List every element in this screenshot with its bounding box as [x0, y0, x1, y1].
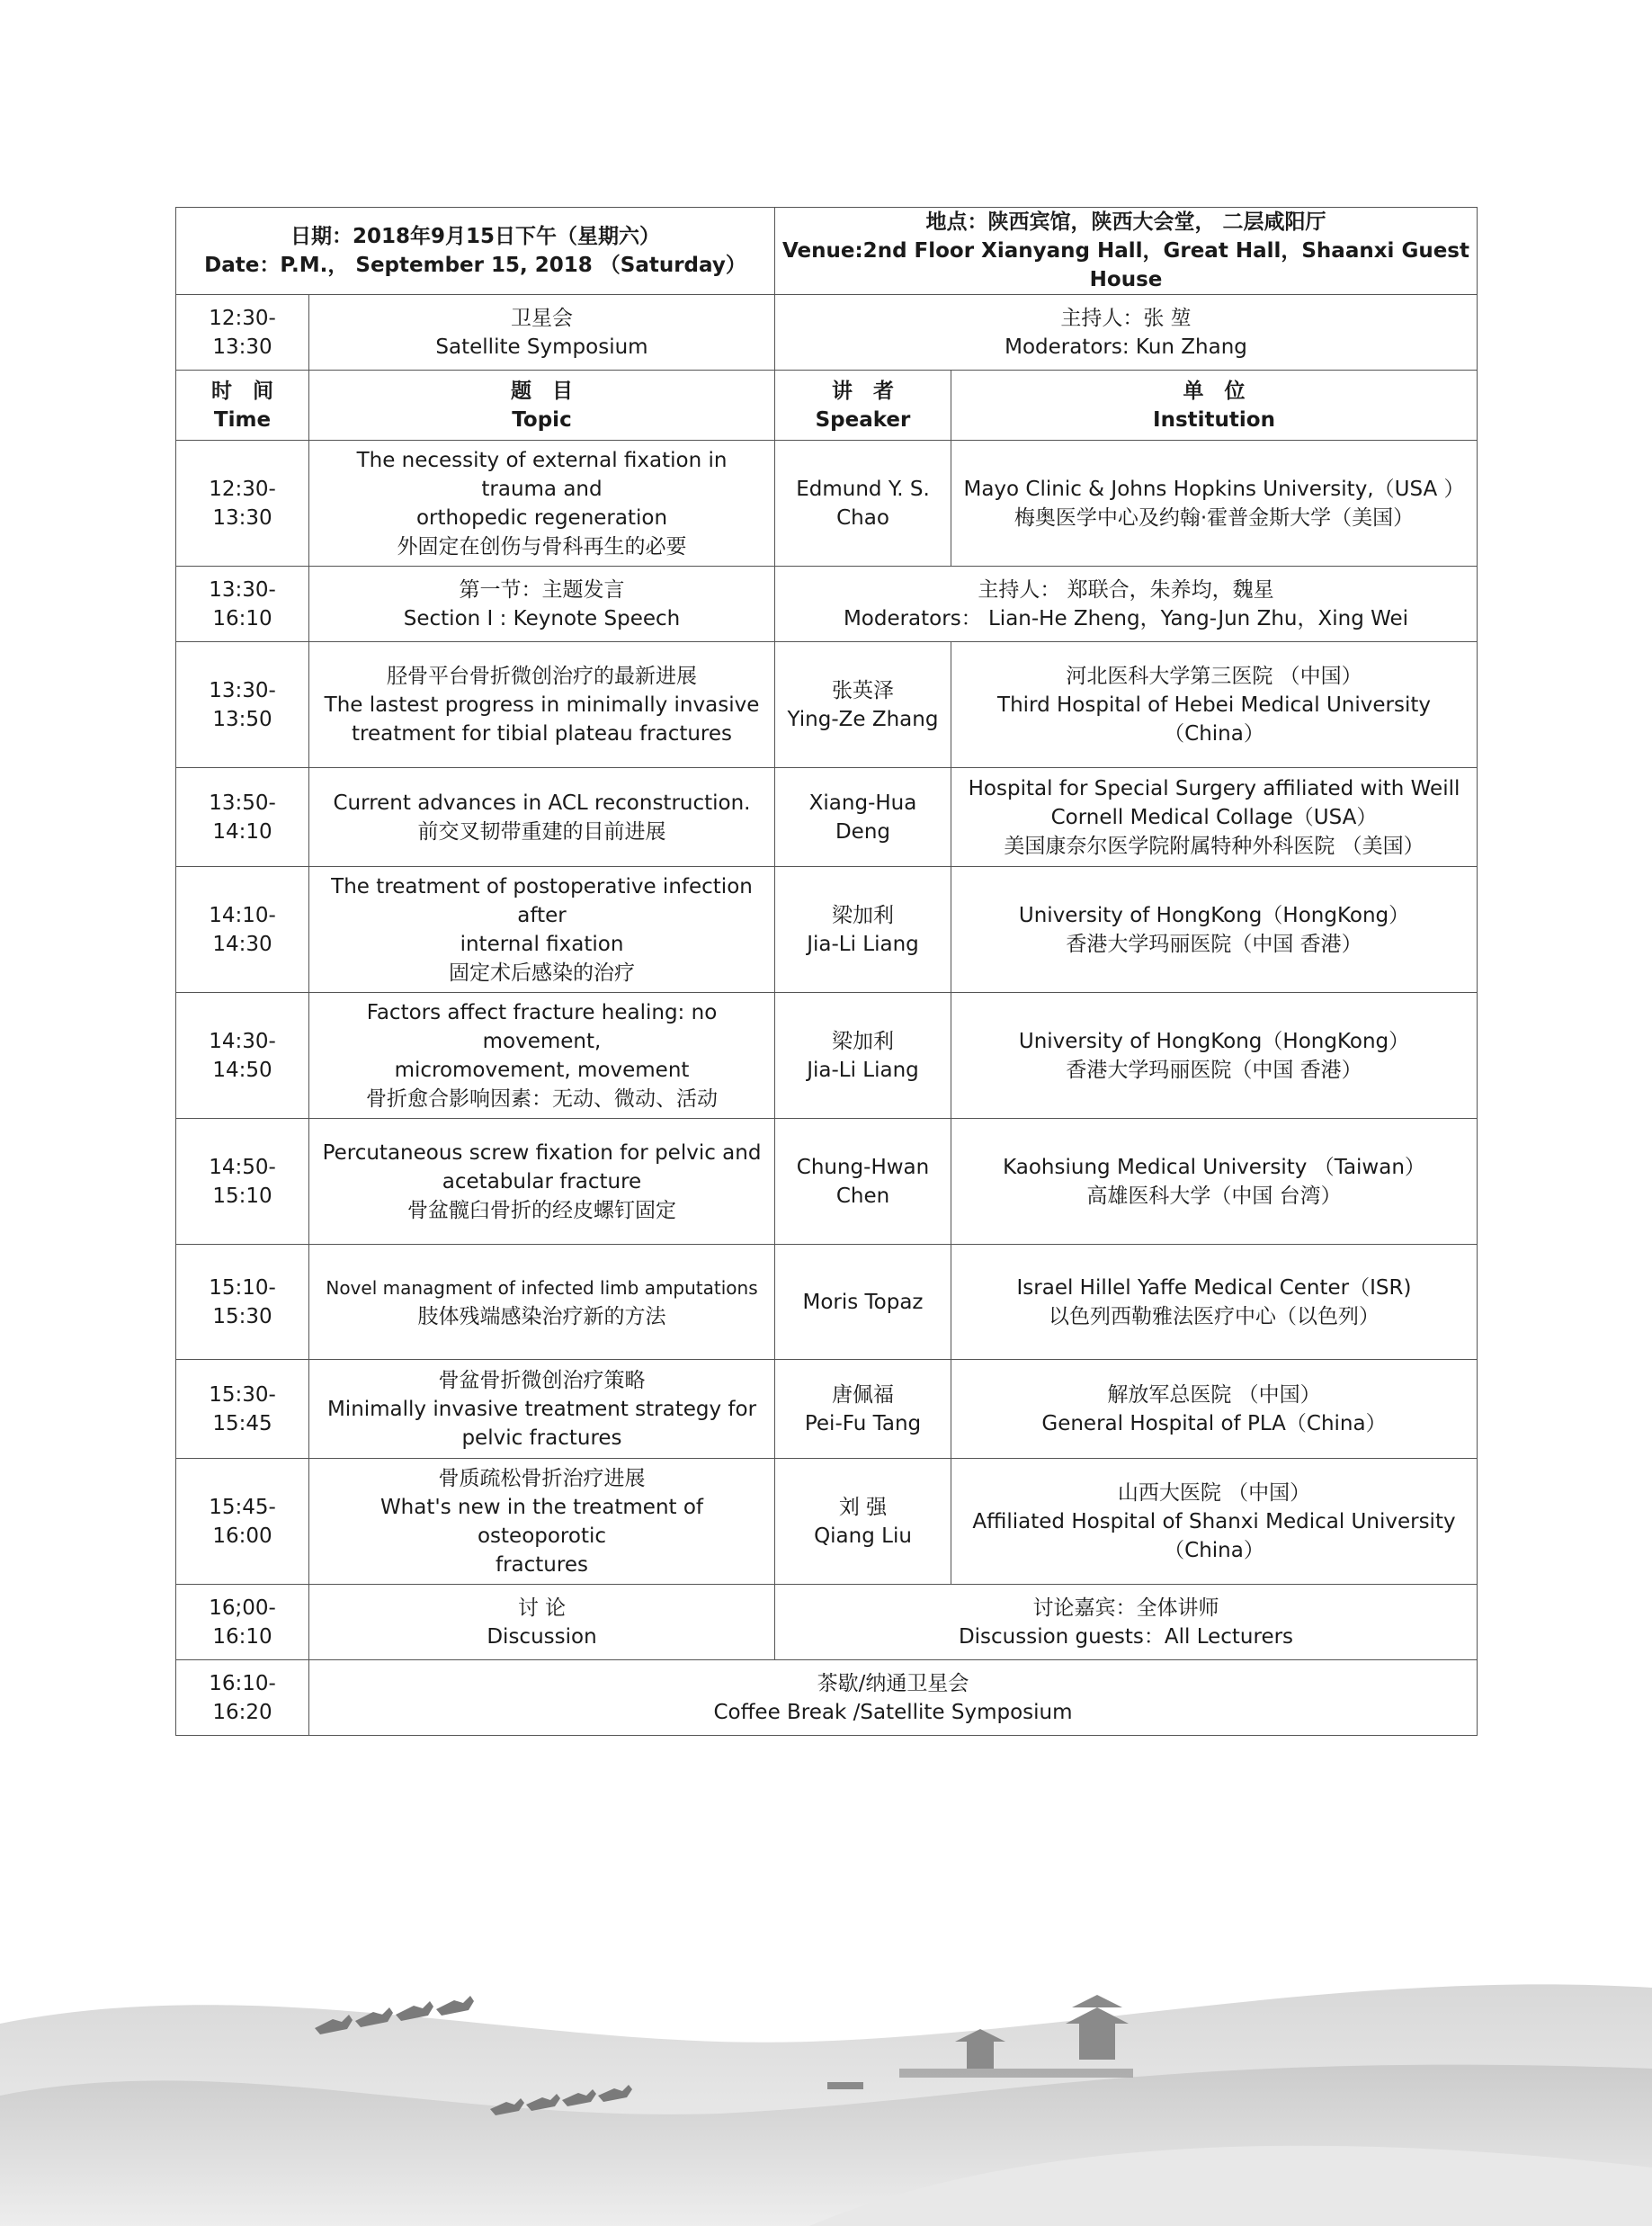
talk-institution-line: University of HongKong（HongKong） — [1018, 1029, 1410, 1053]
talk-row — [176, 1360, 1478, 1459]
section-topic-cn: 第一节：主题发言 — [459, 577, 625, 602]
col-topic — [309, 371, 775, 441]
col-time — [176, 371, 309, 441]
talk-topic-line: internal fixation — [460, 932, 624, 956]
talk-topic-line: Percutaneous screw fixation for pelvic and — [322, 1140, 762, 1165]
date-cn: 日期：2018年9月15日下午（星期六） — [290, 225, 661, 248]
talk-time: 13:50-14:10 — [176, 768, 309, 867]
col-topic-cn: 题 目 — [511, 379, 573, 403]
talk-speaker — [775, 1360, 951, 1459]
coffee-text-cn: 茶歇/纳通卫星会 — [817, 1671, 969, 1695]
talk-speaker-line: 刘 强 — [838, 1495, 888, 1519]
col-inst-cn: 单 位 — [1183, 379, 1246, 403]
talk-topic-line: 肢体残端感染治疗新的方法 — [417, 1304, 666, 1328]
venue-cell — [775, 208, 1478, 295]
coffee-time: 16:10-16:20 — [176, 1660, 309, 1736]
section-topic — [309, 567, 775, 642]
talk-topic-line: 固定术后感染的治疗 — [449, 961, 635, 985]
talk-speaker — [775, 1459, 951, 1585]
desert-landscape-illustration — [0, 1916, 1652, 2226]
talk-institution-line: 河北医科大学第三医院 （中国） — [1066, 664, 1362, 688]
talk-institution — [951, 1245, 1478, 1360]
venue-cn: 地点：陕西宾馆，陕西大会堂， 二层咸阳厅 — [925, 210, 1326, 234]
talk-institution-line: Third Hospital of Hebei Medical University（China） — [997, 693, 1431, 746]
talk-institution-line: Cornell Medical Collage（USA） — [1050, 805, 1378, 829]
col-speaker-cn: 讲 者 — [832, 379, 894, 403]
col-inst-en: Institution — [1153, 407, 1275, 432]
coffee-text — [309, 1660, 1478, 1736]
talk-topic — [309, 1119, 775, 1245]
talk-institution-line: Hospital for Special Surgery affiliated with Weill — [968, 776, 1460, 800]
talk-institution — [951, 1459, 1478, 1585]
talk-topic-line: micromovement, movement — [394, 1058, 690, 1082]
talk-institution-line: 高雄医科大学（中国 台湾） — [1086, 1184, 1342, 1208]
talk-institution-line: 以色列西勒雅法医疗中心（以色列） — [1049, 1304, 1380, 1328]
talk-time: 14:50-15:10 — [176, 1119, 309, 1245]
discussion-topic-cn: 讨 论 — [517, 1596, 567, 1620]
talk-row — [176, 867, 1478, 993]
talk-speaker-line: Moris Topaz — [802, 1290, 924, 1314]
talk-institution-line: 梅奥医学中心及约翰·霍普金斯大学（美国） — [1014, 505, 1415, 530]
section-row — [176, 567, 1478, 642]
talk-topic — [309, 642, 775, 768]
talk-topic-line: 前交叉韧带重建的目前进展 — [417, 819, 666, 844]
section-moderators — [775, 567, 1478, 642]
talk-topic-line: The necessity of external fixation in trauma and — [356, 448, 728, 501]
discussion-row — [176, 1585, 1478, 1660]
satellite-mod-en: Moderators: Kun Zhang — [1005, 335, 1247, 359]
talk-topic-line: Novel managment of infected limb amputations — [326, 1276, 758, 1299]
talk-institution-line: 美国康奈尔医学院附属特种外科医院 （美国） — [1004, 834, 1424, 858]
coffee-text-en: Coffee Break /Satellite Symposium — [713, 1700, 1073, 1724]
talk-speaker — [775, 993, 951, 1119]
talk-row — [176, 441, 1478, 567]
col-institution — [951, 371, 1478, 441]
talk-institution — [951, 993, 1478, 1119]
talk-institution — [951, 441, 1478, 567]
talk-speaker-line: Xiang-Hua Deng — [808, 791, 917, 844]
talk-institution-line: 山西大医院 （中国） — [1117, 1480, 1311, 1505]
talk-row — [176, 1119, 1478, 1245]
talk-speaker-line: 唐佩福 — [832, 1382, 894, 1407]
talk-topic-line: treatment for tibial plateau fractures — [351, 721, 733, 746]
talk-speaker — [775, 642, 951, 768]
talk-speaker — [775, 867, 951, 993]
discussion-time: 16;00-16:10 — [176, 1585, 309, 1660]
talk-speaker-line: Jia-Li Liang — [807, 932, 919, 956]
talk-topic-line: orthopedic regeneration — [415, 505, 668, 530]
talk-institution — [951, 642, 1478, 768]
col-speaker — [775, 371, 951, 441]
talk-row — [176, 768, 1478, 867]
talk-speaker-line: Jia-Li Liang — [807, 1058, 919, 1082]
talk-row — [176, 1459, 1478, 1585]
talk-institution-line: 香港大学玛丽医院（中国 香港） — [1066, 932, 1362, 956]
satellite-topic-cn: 卫星会 — [511, 306, 573, 330]
talk-institution-line: Mayo Clinic & Johns Hopkins University,（USA ） — [963, 477, 1465, 501]
talk-time: 13:30-13:50 — [176, 642, 309, 768]
talk-speaker — [775, 441, 951, 567]
talk-institution-line: University of HongKong（HongKong） — [1018, 903, 1410, 927]
coffee-row — [176, 1660, 1478, 1736]
talk-topic — [309, 768, 775, 867]
col-speaker-en: Speaker — [815, 407, 911, 432]
discussion-guests-en: Discussion guests：All Lecturers — [958, 1624, 1294, 1649]
talk-institution — [951, 768, 1478, 867]
satellite-topic — [309, 295, 775, 371]
talk-topic-line: 胫骨平台骨折微创治疗的最新进展 — [387, 664, 697, 688]
talk-speaker — [775, 768, 951, 867]
talk-speaker-line: Chen — [835, 1184, 890, 1208]
satellite-row — [176, 295, 1478, 371]
talk-topic-line: 骨质疏松骨折治疗进展 — [438, 1466, 646, 1490]
header-row — [176, 208, 1478, 295]
venue-en: Venue:2nd Floor Xianyang Hall，Great Hall，Shaanxi Guest House — [782, 239, 1469, 291]
talk-speaker-line: 张英泽 — [832, 678, 894, 702]
talk-topic — [309, 1360, 775, 1459]
talk-institution — [951, 1360, 1478, 1459]
talk-institution-line: General Hospital of PLA（China） — [1041, 1411, 1387, 1435]
date-cell — [176, 208, 775, 295]
talk-topic-line: fractures — [496, 1552, 588, 1577]
talk-institution-line: Affiliated Hospital of Shanxi Medical University — [972, 1509, 1456, 1533]
date-en: Date：P.M.， September 15, 2018 （Saturday） — [204, 254, 746, 277]
schedule-table — [175, 207, 1478, 1736]
talk-institution — [951, 867, 1478, 993]
talk-topic-line: Current advances in ACL reconstruction. — [333, 791, 751, 815]
talk-speaker-line: Edmund Y. S. — [796, 477, 930, 501]
talk-institution-line: （China） — [1164, 1538, 1264, 1562]
talk-speaker-line: 梁加利 — [832, 903, 894, 927]
talk-row — [176, 1245, 1478, 1360]
talk-topic-line: The lastest progress in minimally invasive — [324, 693, 760, 717]
talk-topic-line: acetabular fracture — [442, 1169, 642, 1193]
talk-speaker-line: Ying-Ze Zhang — [787, 707, 939, 731]
talk-speaker-line: Chao — [836, 505, 889, 530]
talk-topic-line: The treatment of postoperative infection after — [331, 874, 753, 927]
talk-topic-line: 骨盆骨折微创治疗策略 — [438, 1368, 646, 1392]
talk-row — [176, 993, 1478, 1119]
talk-institution — [951, 1119, 1478, 1245]
talk-topic-line: Minimally invasive treatment strategy for — [326, 1397, 757, 1421]
section-topic-en: Section I : Keynote Speech — [403, 606, 681, 630]
discussion-guests-cn: 讨论嘉宾：全体讲师 — [1032, 1596, 1219, 1620]
col-time-en: Time — [213, 407, 272, 432]
talk-topic — [309, 993, 775, 1119]
col-time-cn: 时 间 — [211, 379, 273, 403]
talk-topic — [309, 1245, 775, 1360]
talk-speaker-line: Chung-Hwan — [796, 1155, 930, 1179]
talk-time: 14:30-14:50 — [176, 993, 309, 1119]
discussion-topic — [309, 1585, 775, 1660]
satellite-moderators — [775, 295, 1478, 371]
talk-topic-line: pelvic fractures — [461, 1426, 622, 1450]
talk-time: 15:45-16:00 — [176, 1459, 309, 1585]
talk-institution-line: 香港大学玛丽医院（中国 香港） — [1066, 1058, 1362, 1082]
talk-speaker — [775, 1119, 951, 1245]
satellite-topic-en: Satellite Symposium — [435, 335, 648, 359]
section-mod-cn: 主持人： 郑联合，朱养均，魏星 — [978, 577, 1274, 602]
talk-time: 14:10-14:30 — [176, 867, 309, 993]
talk-topic-line: Factors affect fracture healing: no movement, — [366, 1000, 718, 1053]
satellite-time: 12:30-13:30 — [176, 295, 309, 371]
discussion-topic-en: Discussion — [487, 1624, 597, 1649]
satellite-mod-cn: 主持人：张 堃 — [1060, 306, 1192, 330]
talk-row — [176, 642, 1478, 768]
talk-speaker-line: Qiang Liu — [814, 1524, 912, 1548]
talk-topic — [309, 1459, 775, 1585]
talk-time: 12:30-13:30 — [176, 441, 309, 567]
talk-institution-line: Israel Hillel Yaffe Medical Center（ISR) — [1016, 1275, 1412, 1300]
discussion-guests — [775, 1585, 1478, 1660]
talk-topic-line: What's new in the treatment of osteoporotic — [380, 1495, 704, 1548]
talk-topic — [309, 441, 775, 567]
col-topic-en: Topic — [512, 407, 572, 432]
talk-topic — [309, 867, 775, 993]
section-mod-en: Moderators： Lian-He Zheng，Yang-Jun Zhu，Xing Wei — [843, 606, 1409, 630]
talk-speaker-line: 梁加利 — [832, 1029, 894, 1053]
talk-time: 15:10-15:30 — [176, 1245, 309, 1360]
talk-topic-line: 骨折愈合影响因素：无动、微动、活动 — [366, 1086, 718, 1111]
talk-time: 15:30-15:45 — [176, 1360, 309, 1459]
talk-speaker — [775, 1245, 951, 1360]
talk-topic-line: 外固定在创伤与骨科再生的必要 — [397, 534, 687, 559]
section-time: 13:30-16:10 — [176, 567, 309, 642]
talk-topic-line: 骨盆髋臼骨折的经皮螺钉固定 — [407, 1198, 676, 1222]
talk-institution-line: Kaohsiung Medical University （Taiwan） — [1003, 1155, 1425, 1179]
column-header-row — [176, 371, 1478, 441]
talk-speaker-line: Pei-Fu Tang — [804, 1411, 922, 1435]
talk-institution-line: 解放军总医院 （中国） — [1107, 1382, 1321, 1407]
